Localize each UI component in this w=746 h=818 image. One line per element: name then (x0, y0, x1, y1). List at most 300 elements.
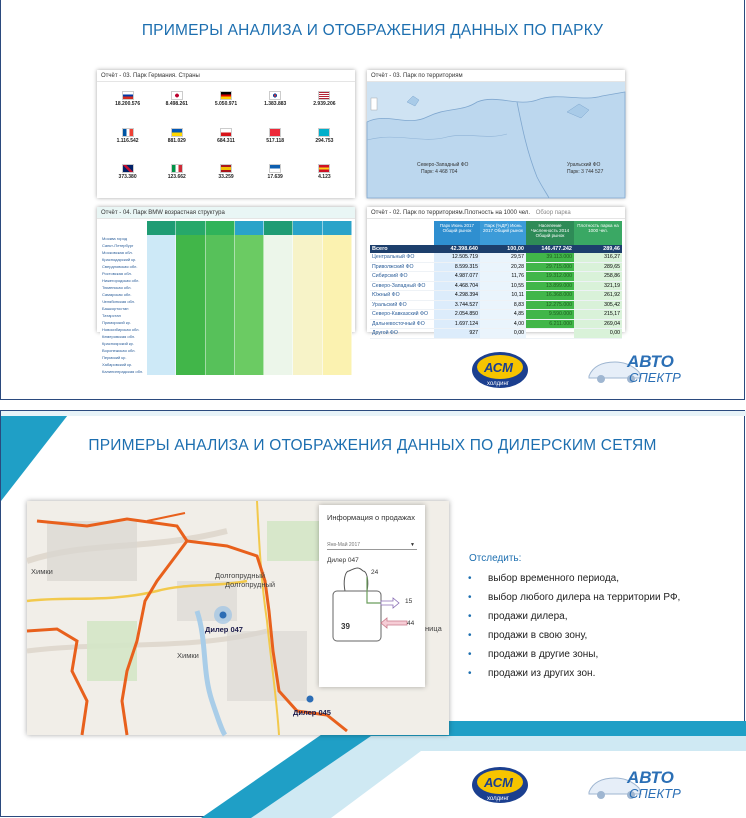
table-cell (293, 249, 322, 256)
table-cell (235, 333, 264, 340)
table-cell (147, 249, 176, 256)
density-cell: 19.312.000 (526, 272, 574, 281)
table-cell (176, 361, 205, 368)
country-value: 33.259 (218, 174, 234, 181)
table-cell (235, 256, 264, 263)
dealer-map[interactable] (27, 501, 449, 735)
table-cell (264, 354, 293, 361)
density-cell: 4.298.394 (434, 291, 480, 300)
density-cell: 29,57 (480, 253, 526, 262)
density-cell: 10,55 (480, 282, 526, 291)
table-cell (235, 249, 264, 256)
table-cell (206, 235, 235, 242)
flags-grid (103, 84, 349, 194)
table-cell (235, 242, 264, 249)
flags-report-panel[interactable] (97, 70, 355, 198)
table-cell (323, 242, 352, 249)
territory-map-panel[interactable] (367, 70, 625, 198)
density-table-title: Отчёт - 02. Парк по территориям.Плотность на 1000 чел. (371, 210, 531, 216)
table-cell (176, 368, 205, 375)
flag-icon (269, 164, 281, 173)
flag-icon (122, 164, 134, 173)
table-cell (264, 256, 293, 263)
density-row-label: Северо-Западный ФО (372, 282, 426, 289)
table-cell (206, 277, 235, 284)
row-label: Самарская обл. (100, 291, 147, 298)
table-cell (176, 256, 205, 263)
table-cell (293, 263, 322, 270)
table-cell (264, 270, 293, 277)
table-row[interactable] (100, 277, 352, 284)
table-cell (293, 340, 322, 347)
table-cell (323, 305, 352, 312)
period-select[interactable] (327, 541, 417, 550)
flag-icon (171, 164, 183, 173)
country-value: 5.050.971 (214, 101, 238, 107)
table-cell (235, 291, 264, 298)
to-other-zones-value: 15 (405, 598, 413, 605)
country-value: 17.639 (267, 174, 283, 181)
table-cell (176, 235, 205, 242)
table-cell (176, 298, 205, 305)
flag-icon (318, 164, 330, 173)
density-row[interactable] (370, 320, 622, 330)
flag-icon (122, 128, 134, 137)
row-label: Красноярский кр. (100, 340, 147, 347)
table-cell (147, 312, 176, 319)
popup-dealer-name: Дилер 047 (327, 557, 359, 564)
table-cell (323, 347, 352, 354)
table-cell (147, 340, 176, 347)
table-cell (235, 354, 264, 361)
density-table-head (370, 221, 622, 245)
tracking-item: • продажи дилера, (468, 611, 568, 622)
table-cell (323, 277, 352, 284)
dealer-045-marker[interactable] (307, 696, 314, 703)
map-label-khimki: Химки (31, 567, 53, 576)
density-cell: 8,83 (480, 301, 526, 310)
table-cell (206, 340, 235, 347)
table-cell (147, 368, 176, 375)
table-row[interactable] (100, 368, 352, 375)
table-cell (176, 291, 205, 298)
table-cell (147, 319, 176, 326)
table-cell (264, 340, 293, 347)
table-cell (264, 368, 293, 375)
table-cell (323, 312, 352, 319)
country-cell[interactable] (300, 157, 349, 194)
tracking-title: Отследить: (469, 553, 522, 564)
map-label-khimki-2: Химки (177, 651, 199, 660)
table-cell (264, 249, 293, 256)
table-cell (264, 263, 293, 270)
spektr-text: СПЕКТР (629, 370, 681, 385)
country-cell[interactable] (300, 121, 349, 158)
density-row-label: Южный ФО (372, 292, 400, 298)
table-cell (264, 298, 293, 305)
table-cell (323, 256, 352, 263)
map-label-ural-value: Парк: 3 744 527 (567, 169, 604, 175)
density-cell: 289,65 (574, 263, 622, 272)
density-col-3: Население Численность 2014 Общий рынок (526, 221, 574, 245)
density-cell: 6.211.000 (526, 320, 574, 329)
density-rows (370, 253, 622, 339)
svg-text:АСМ: АСМ (484, 775, 513, 790)
table-cell (323, 249, 352, 256)
country-value: 2.939.206 (313, 101, 336, 107)
density-row[interactable] (370, 282, 622, 292)
table-header-cell (264, 221, 293, 235)
density-row-label: Центральный ФО (372, 254, 415, 260)
table-cell (206, 263, 235, 270)
density-cell: 215,17 (574, 310, 622, 319)
table-cell (293, 326, 322, 333)
table-cell (293, 354, 322, 361)
table-cell (293, 333, 322, 340)
flags-report-header: Отчёт - 03. Парк Германия. Страны (97, 70, 355, 82)
table-cell (147, 354, 176, 361)
density-row[interactable] (370, 263, 622, 273)
row-label: Калининградская обл. (100, 368, 147, 375)
density-col-2: Парк (%ДР) Июнь 2017 Общий рынок (480, 221, 526, 245)
table-cell (147, 326, 176, 333)
table-header-cell (293, 221, 322, 235)
row-label: Тюменская обл. (100, 284, 147, 291)
density-table (370, 221, 622, 339)
table-cell (293, 305, 322, 312)
table-cell (264, 277, 293, 284)
table-cell (206, 249, 235, 256)
density-cell: 20,28 (480, 263, 526, 272)
table-header-cell (100, 221, 147, 235)
table-cell (176, 263, 205, 270)
tracking-item: • продажи из других зон. (468, 668, 596, 679)
density-row-label: Другой ФО (372, 330, 398, 336)
country-cell[interactable] (152, 157, 201, 194)
table-cell (206, 354, 235, 361)
row-label: Башкортостан (100, 305, 147, 312)
density-cell: 4.987.077 (434, 272, 480, 281)
to-own-zone-value: 24 (371, 569, 379, 576)
density-cell: 4,85 (480, 310, 526, 319)
table-row[interactable] (100, 256, 352, 263)
row-label: Воронежская обл. (100, 347, 147, 354)
density-cell: 39.113.000 (526, 253, 574, 262)
table-cell (206, 298, 235, 305)
density-cell: 261,92 (574, 291, 622, 300)
tracking-item: • выбор любого дилера на территории РФ, (468, 592, 681, 603)
country-value: 1.116.542 (116, 137, 139, 144)
table-cell (323, 361, 352, 368)
country-value: 18.200.576 (115, 101, 141, 107)
flag-icon (269, 128, 281, 137)
table-row[interactable] (100, 249, 352, 256)
table-cell (323, 284, 352, 291)
table-row[interactable] (100, 354, 352, 361)
country-cell[interactable] (300, 84, 349, 121)
density-row[interactable] (370, 329, 622, 339)
density-cell: 258,86 (574, 272, 622, 281)
table-cell (323, 340, 352, 347)
table-cell (323, 291, 352, 298)
table-cell (264, 319, 293, 326)
country-cell[interactable] (103, 157, 152, 194)
table-cell (176, 305, 205, 312)
table-row[interactable] (100, 270, 352, 277)
table-cell (293, 235, 322, 242)
density-total-row: Всего 42.398.640 100,00 146.477.242 289,46 (372, 246, 620, 252)
table-cell (147, 270, 176, 277)
dealer-045-label[interactable]: Дилер 045 (293, 708, 331, 717)
table-cell (323, 235, 352, 242)
country-value: 4.123 (318, 174, 331, 181)
density-cell: 1.697.124 (434, 320, 480, 329)
table-row[interactable] (100, 319, 352, 326)
table-cell (206, 284, 235, 291)
table-cell (176, 312, 205, 319)
flag-icon (171, 91, 183, 100)
table-cell (235, 298, 264, 305)
popup-title: Информация о продажах (327, 513, 415, 522)
asm-holding-logo (471, 765, 529, 805)
table-cell (293, 284, 322, 291)
territory-map-header: Отчёт - 03. Парк по территориям (367, 70, 625, 82)
table-cell (235, 319, 264, 326)
dealer-047-label[interactable]: Дилер 047 (205, 625, 243, 634)
density-table-header (367, 207, 625, 219)
density-cell: 269,04 (574, 320, 622, 329)
table-cell (264, 333, 293, 340)
table-cell (176, 277, 205, 284)
table-cell (206, 368, 235, 375)
table-row[interactable] (100, 284, 352, 291)
table-cell (147, 284, 176, 291)
table-cell (206, 305, 235, 312)
table-cell (264, 235, 293, 242)
map-label-ural-name: Уральский ФО (567, 162, 601, 168)
table-row[interactable] (100, 340, 352, 347)
density-row[interactable] (370, 291, 622, 301)
table-cell (264, 242, 293, 249)
tracking-list (468, 569, 680, 683)
sales-info-popup (319, 505, 425, 687)
table-cell (176, 270, 205, 277)
row-label: Краснодарский кр. (100, 256, 147, 263)
table-cell (323, 326, 352, 333)
density-row[interactable] (370, 310, 622, 320)
table-cell (235, 326, 264, 333)
row-label: Нижегородская обл. (100, 277, 147, 284)
table-row[interactable] (100, 333, 352, 340)
table-row[interactable] (100, 235, 352, 242)
density-row-label: Сибирский ФО (372, 273, 408, 279)
density-cell: 321,19 (574, 282, 622, 291)
row-label: Пермский кр. (100, 354, 147, 361)
sales-flow-diagram (327, 567, 419, 647)
density-table-panel[interactable] (367, 207, 625, 336)
table-row[interactable] (100, 347, 352, 354)
table-header-cell (147, 221, 176, 235)
table-cell (147, 361, 176, 368)
table-cell (147, 277, 176, 284)
table-cell (206, 319, 235, 326)
country-value: 373.380 (118, 174, 137, 181)
country-cell[interactable] (251, 84, 300, 121)
map-label-nw-value: Парк: 4 468 704 (421, 169, 458, 175)
flag-icon (318, 128, 330, 137)
table-cell (293, 291, 322, 298)
table-cell (323, 354, 352, 361)
table-cell (264, 291, 293, 298)
avto-spektr-logo (585, 350, 697, 390)
table-cell (235, 340, 264, 347)
table-cell (147, 291, 176, 298)
density-cell: 9.590.000 (526, 310, 574, 319)
table-cell (264, 326, 293, 333)
country-cell[interactable] (103, 121, 152, 158)
density-cell: 11,76 (480, 272, 526, 281)
table-cell (176, 284, 205, 291)
density-cell: 0,00 (574, 329, 622, 338)
density-cell: 4,00 (480, 320, 526, 329)
table-cell (206, 347, 235, 354)
country-cell[interactable] (152, 84, 201, 121)
table-cell (206, 326, 235, 333)
country-cell[interactable] (251, 157, 300, 194)
density-cell: 12.275.000 (526, 301, 574, 310)
table-row[interactable] (100, 326, 352, 333)
table-row[interactable] (100, 298, 352, 305)
country-cell[interactable] (103, 84, 152, 121)
map-label-nitsa: ница (425, 624, 442, 633)
table-row[interactable] (100, 242, 352, 249)
age-structure-table (100, 221, 352, 374)
table-cell (176, 354, 205, 361)
table-cell (206, 256, 235, 263)
table-cell (147, 235, 176, 242)
table-cell (235, 305, 264, 312)
territory-map (367, 82, 625, 198)
density-cell: 0,00 (480, 329, 526, 338)
table-cell (293, 270, 322, 277)
country-value: 1.383.883 (264, 101, 287, 107)
table-cell (147, 347, 176, 354)
svg-text:АСМ: АСМ (484, 360, 513, 375)
table-cell (235, 347, 264, 354)
density-row-label: Уральский ФО (372, 301, 407, 308)
table-cell (147, 298, 176, 305)
table-cell (293, 312, 322, 319)
table-cell (323, 298, 352, 305)
table-header-cell (323, 221, 352, 235)
table-cell (293, 277, 322, 284)
density-row-label: Дальневосточный ФО (372, 320, 425, 327)
chevron-down-icon: ▼ (410, 542, 415, 548)
density-row[interactable] (370, 253, 622, 263)
country-value: 123.662 (167, 174, 186, 181)
table-cell (264, 347, 293, 354)
table-cell (206, 270, 235, 277)
svg-text:холдинг: холдинг (487, 796, 509, 802)
density-row[interactable] (370, 272, 622, 282)
period-select-value: Янв-Май 2017 (327, 542, 361, 548)
row-label: Московская обл. (100, 249, 147, 256)
row-label: Новосибирская обл. (100, 326, 147, 333)
density-cell: 316,27 (574, 253, 622, 262)
row-label: Свердловская обл. (100, 263, 147, 270)
avto-spektr-logo (585, 766, 697, 806)
table-cell (235, 368, 264, 375)
table-cell (323, 333, 352, 340)
map-label-dolgoprudny-1: Долгопрудный (215, 571, 266, 580)
country-value: 294.753 (315, 137, 334, 144)
table-cell (176, 347, 205, 354)
table-cell (264, 305, 293, 312)
table-cell (147, 333, 176, 340)
table-header-cell (235, 221, 264, 235)
table-cell (176, 249, 205, 256)
table-row[interactable] (100, 291, 352, 298)
density-row[interactable] (370, 301, 622, 311)
table-row[interactable] (100, 263, 352, 270)
from-other-zones-value: 44 (407, 620, 415, 627)
flag-icon (220, 91, 232, 100)
density-cell: 12.505.719 (434, 253, 480, 262)
country-cell[interactable] (152, 121, 201, 158)
country-value: 8.498.261 (165, 101, 188, 107)
table-row[interactable] (100, 312, 352, 319)
table-cell (147, 263, 176, 270)
row-label: Санкт-Петербург (100, 242, 147, 249)
row-label: Хабаровский кр. (100, 361, 147, 368)
table-cell (235, 270, 264, 277)
table-cell (206, 291, 235, 298)
density-cell (526, 329, 574, 338)
table-row[interactable] (100, 305, 352, 312)
row-label: Челябинская обл. (100, 298, 147, 305)
table-row[interactable] (100, 361, 352, 368)
avto-text: АВТО (627, 352, 674, 371)
table-cell (176, 333, 205, 340)
country-cell[interactable] (251, 121, 300, 158)
country-cell[interactable] (201, 157, 250, 194)
density-row-label: Приволжский ФО (372, 263, 414, 270)
country-cell[interactable] (201, 121, 250, 158)
slide1-title: ПРИМЕРЫ АНАЛИЗА И ОТОБРАЖЕНИЯ ДАННЫХ ПО ПАРКУ (141, 22, 604, 39)
age-structure-header: Отчёт - 04. Парк BMW возрастная структура (97, 207, 355, 219)
table-cell (293, 361, 322, 368)
row-label: Москва город (100, 235, 147, 242)
map-label-nw-name: Северо-Западный ФО (417, 162, 469, 168)
density-table-extra: Обзор парка (535, 210, 571, 216)
table-cell (206, 312, 235, 319)
tracking-item: • выбор временного периода, (468, 573, 620, 584)
row-label: Татарстан (100, 312, 147, 319)
country-value: 684.311 (217, 137, 235, 144)
country-cell[interactable] (201, 84, 250, 121)
density-row-label: Северо-Кавказский ФО (372, 311, 428, 317)
asm-holding-logo (471, 350, 529, 390)
table-cell (147, 305, 176, 312)
density-cell: 2.054.850 (434, 310, 480, 319)
table-cell (206, 361, 235, 368)
spektr-text: СПЕКТР (629, 786, 681, 801)
table-cell (235, 263, 264, 270)
density-cell: 927 (434, 329, 480, 338)
age-structure-table-panel[interactable] (97, 207, 355, 374)
slide-dealer-analysis (0, 410, 745, 817)
country-value: 517.118 (266, 137, 285, 144)
